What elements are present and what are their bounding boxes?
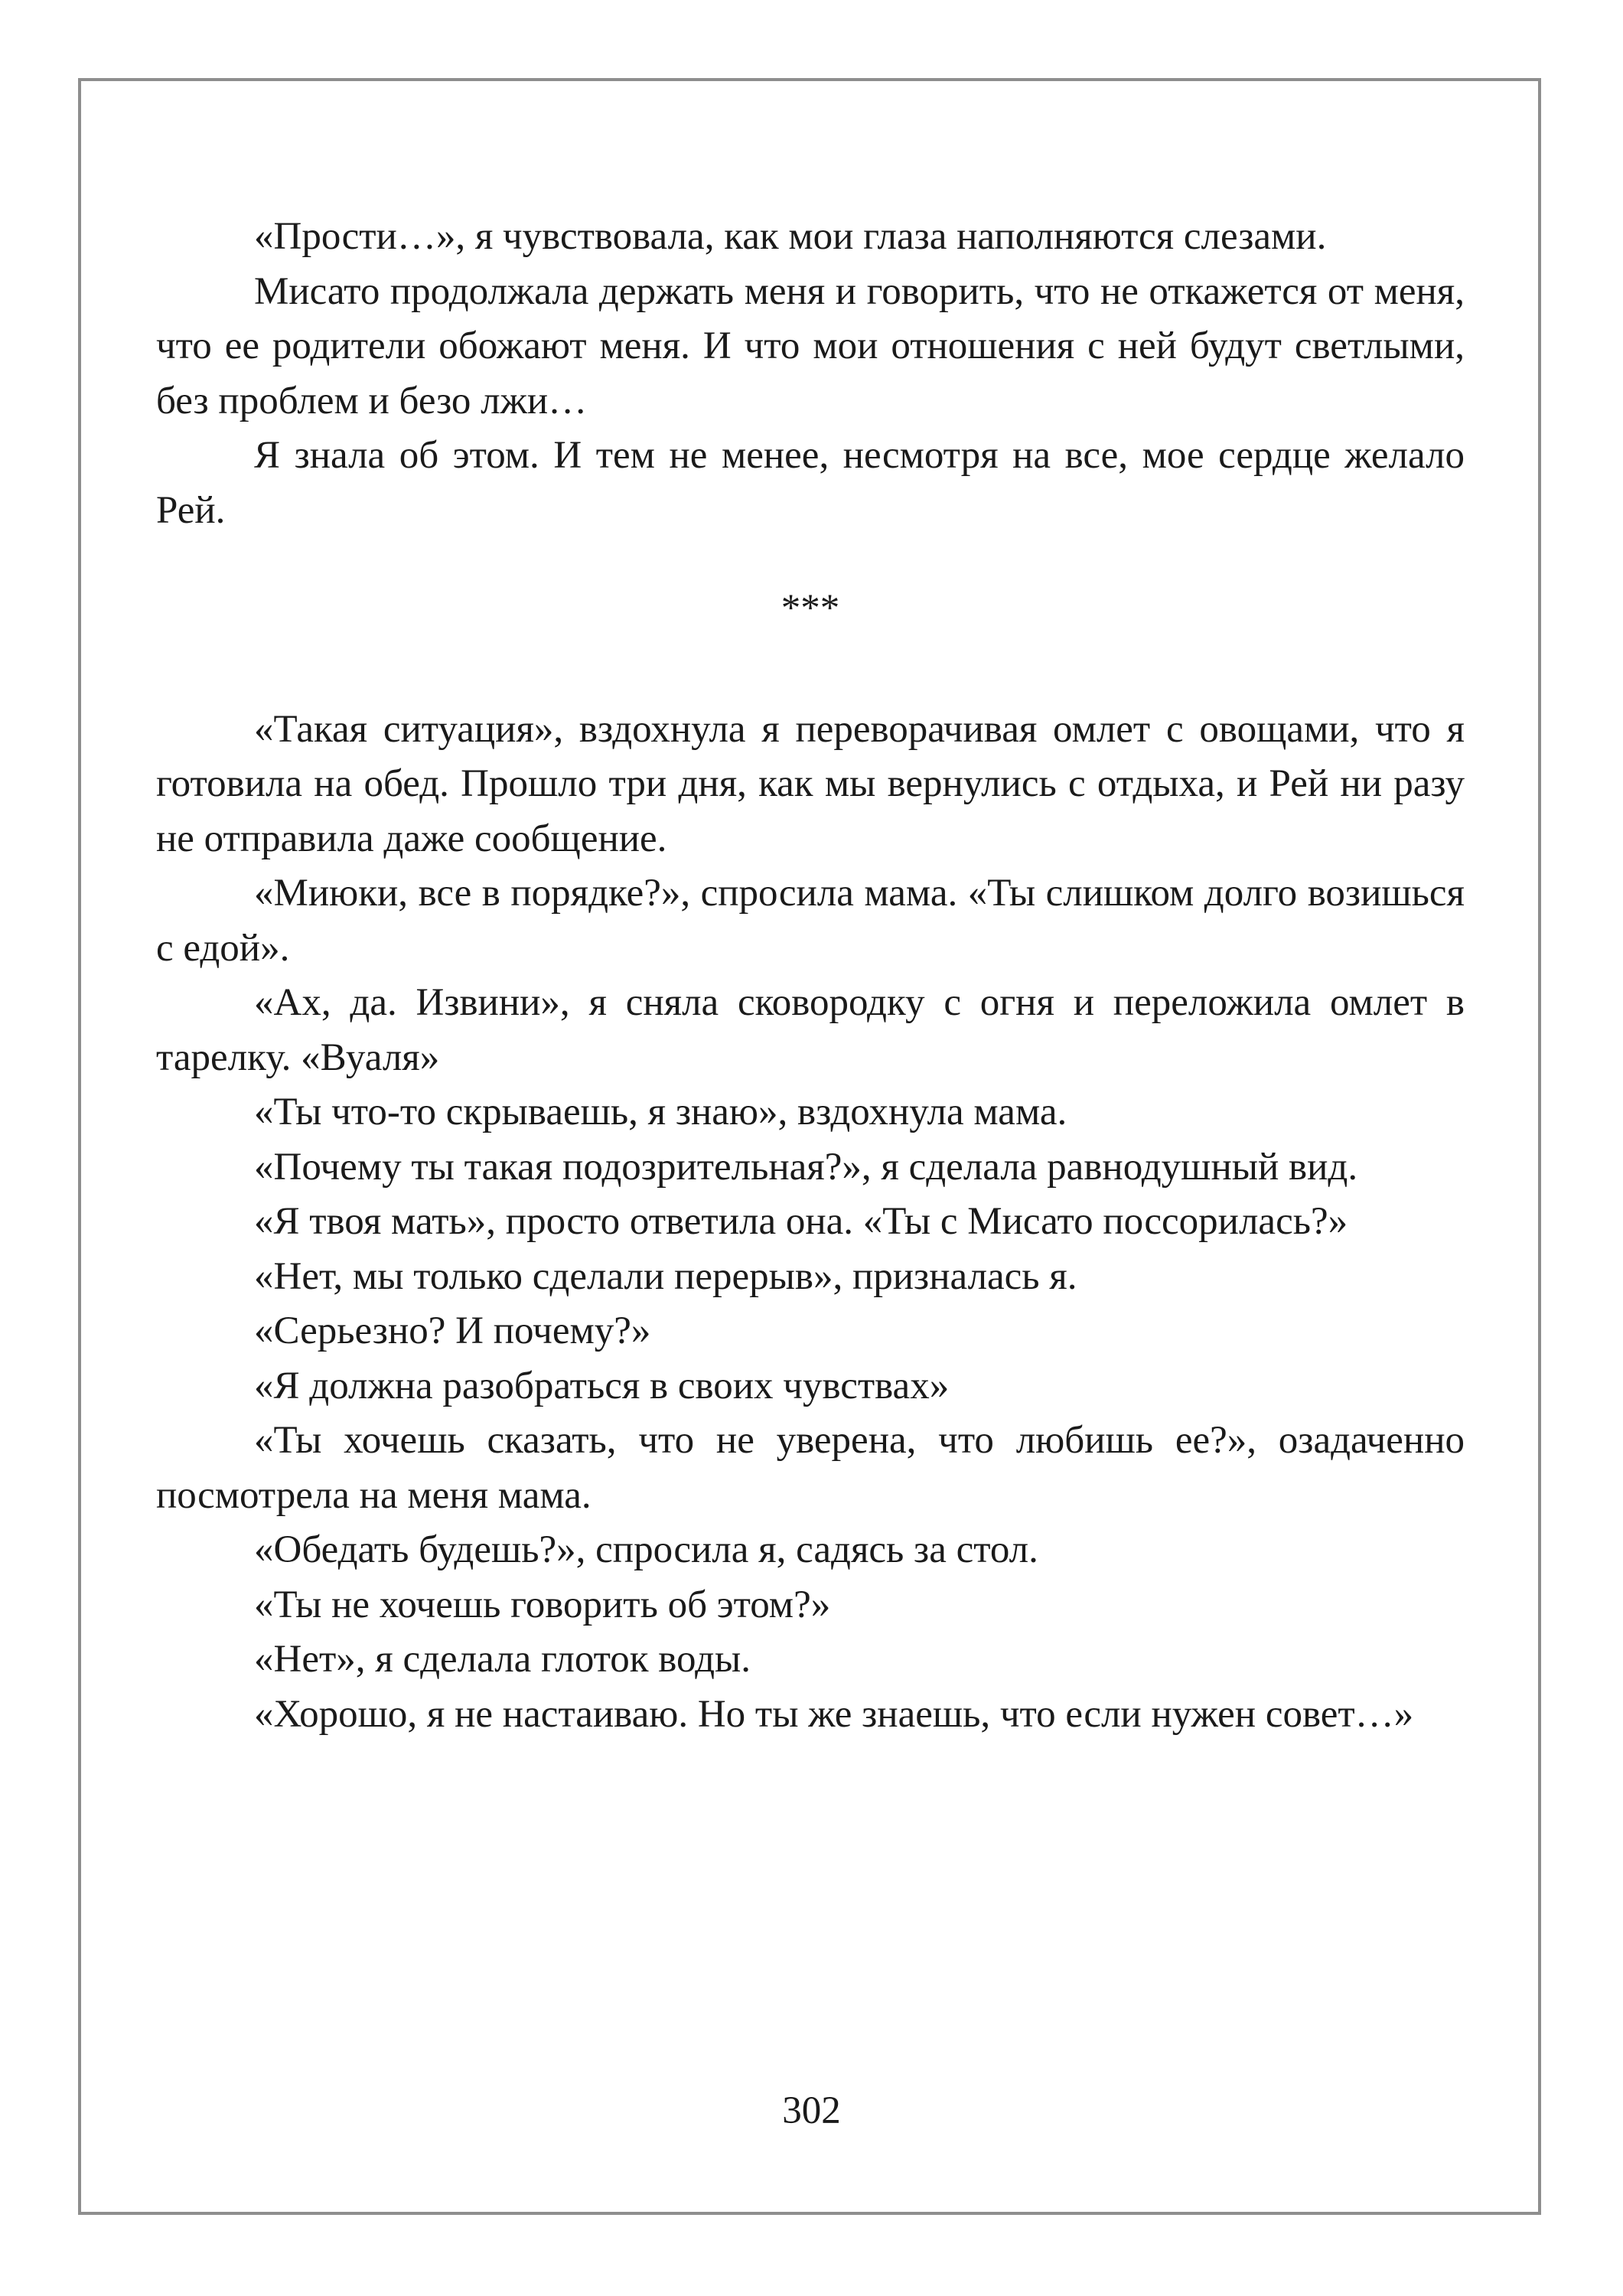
paragraph: «Нет, мы только сделали перерыв», призналась я. [254,1254,1077,1298]
body-text [156,210,1465,1742]
paragraph: Мисато продолжала держать меня и говорить, что не откажется от меня, что ее родители обожают меня. И что мои отношения с ней будут светлыми, без проблем и безо лжи… [156,269,1465,422]
paragraph: «Хорошо, я не настаиваю. Но ты же знаешь, что если нужен совет…» [254,1692,1414,1736]
paragraph: «Ах, да. Извини», я сняла сковородку с огня и переложила омлет в тарелку. «Вуаля» [156,981,1465,1079]
paragraph: «Почему ты такая подозрительная?», я сделала равнодушный вид. [254,1145,1358,1189]
page-number: 302 [782,2089,841,2132]
paragraph: Я знала об этом. И тем не менее, несмотря на все, мое сердце желало Рей. [156,434,1465,532]
paragraph: «Серьезно? И почему?» [254,1309,651,1352]
scene-separator: *** [781,587,840,630]
paragraph: «Ты хочешь сказать, что не уверена, что любишь ее?», озадаченно посмотрела на меня мама. [156,1419,1465,1517]
paragraph: «Ты не хочешь говорить об этом?» [254,1583,831,1626]
paragraph: «Я твоя мать», просто ответила она. «Ты с Мисато поссорилась?» [254,1200,1348,1243]
paragraph: «Обедать будешь?», спросила я, садясь за стол. [254,1528,1038,1571]
paragraph: «Нет», я сделала глоток воды. [254,1638,751,1681]
paragraph: «Прости…», я чувствовала, как мои глаза наполняются слезами. [254,215,1327,258]
paragraph: «Такая ситуация», вздохнула я переворачивая омлет с овощами, что я готовила на обед. Прошло три дня, как мы вернулись с отдыха, и Рей ни разу не отправила даже сообщение. [156,707,1465,860]
paragraph: «Ты что-то скрываешь, я знаю», вздохнула мама. [254,1091,1067,1133]
paragraph: «Миюки, все в порядке?», спросила мама. «Ты слишком долго возишься с едой». [156,872,1465,970]
paragraph: «Я должна разобраться в своих чувствах» [254,1364,950,1407]
